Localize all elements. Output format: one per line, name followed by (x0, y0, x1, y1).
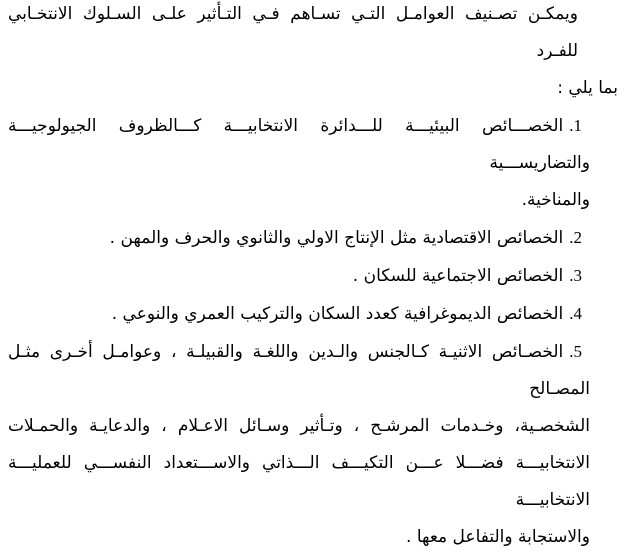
intro-line-text: بما يلي : (557, 78, 618, 98)
list-item-line (8, 519, 590, 556)
list-item-text: الخصائص الاقتصادية مثل الإنتاج الاولي والثانوي والحرف والمهن . (109, 228, 564, 248)
list-item-line (8, 408, 590, 445)
list-item-number: 1. (569, 116, 582, 135)
list-item-line (8, 107, 590, 182)
list-item-number: 4. (569, 304, 582, 323)
list-item (8, 107, 618, 219)
list-item-text: والاستجابة والتفاعل معها . (406, 527, 590, 547)
list-item-number: 2. (569, 228, 582, 247)
list-item-text: الخصائص الديموغرافية كعدد السكان والتركيب العمري والنوعي . (111, 304, 564, 324)
list-item-text: الانتخابيـــة فضـــلا عـــن التكيـــف الـــذاتي والاســـتعداد النفســـي للعمليـــة الانتخابيـــة (8, 453, 590, 510)
list-item-line (8, 295, 590, 333)
intro-line-text: ويمكـن تصـنيف العوامـل التـي تسـاهم فـي التـأثير علـى السـلوك الانتخـابي للفـرد (8, 4, 578, 61)
list-item-text: الخصـائص الاثنيـة كـالجنس والـدين واللغـة والقبيلـة ، وعوامـل أخـرى مثـل المصـالح (8, 342, 590, 399)
list-item-line (8, 257, 590, 295)
list-item-line (8, 445, 590, 519)
intro-line (8, 0, 618, 70)
factors-list (8, 107, 618, 556)
list-item-line (8, 182, 590, 219)
list-item-text: الخصائص الاجتماعية للسكان . (352, 266, 564, 286)
list-item (8, 295, 618, 333)
list-item-line (8, 333, 590, 408)
list-item-number: 5. (569, 342, 582, 361)
list-item (8, 219, 618, 257)
list-item (8, 333, 618, 556)
list-item-text: الخصـــائص البيئيـــة للـــدائرة الانتخابيـــة كـــالظروف الجيولوجيـــة والتضاريســـية (8, 116, 590, 173)
list-item (8, 257, 618, 295)
list-item-line (8, 219, 590, 257)
list-item-text: والمناخية. (521, 190, 590, 210)
list-item-text: الشخصـية، وخـدمات المرشـح ، وتـأثير وسـائل الاعـلام ، والدعايـة والحمـلات (8, 416, 590, 436)
intro-line (8, 70, 618, 107)
list-item-number: 3. (569, 266, 582, 285)
intro-paragraph (8, 0, 618, 107)
